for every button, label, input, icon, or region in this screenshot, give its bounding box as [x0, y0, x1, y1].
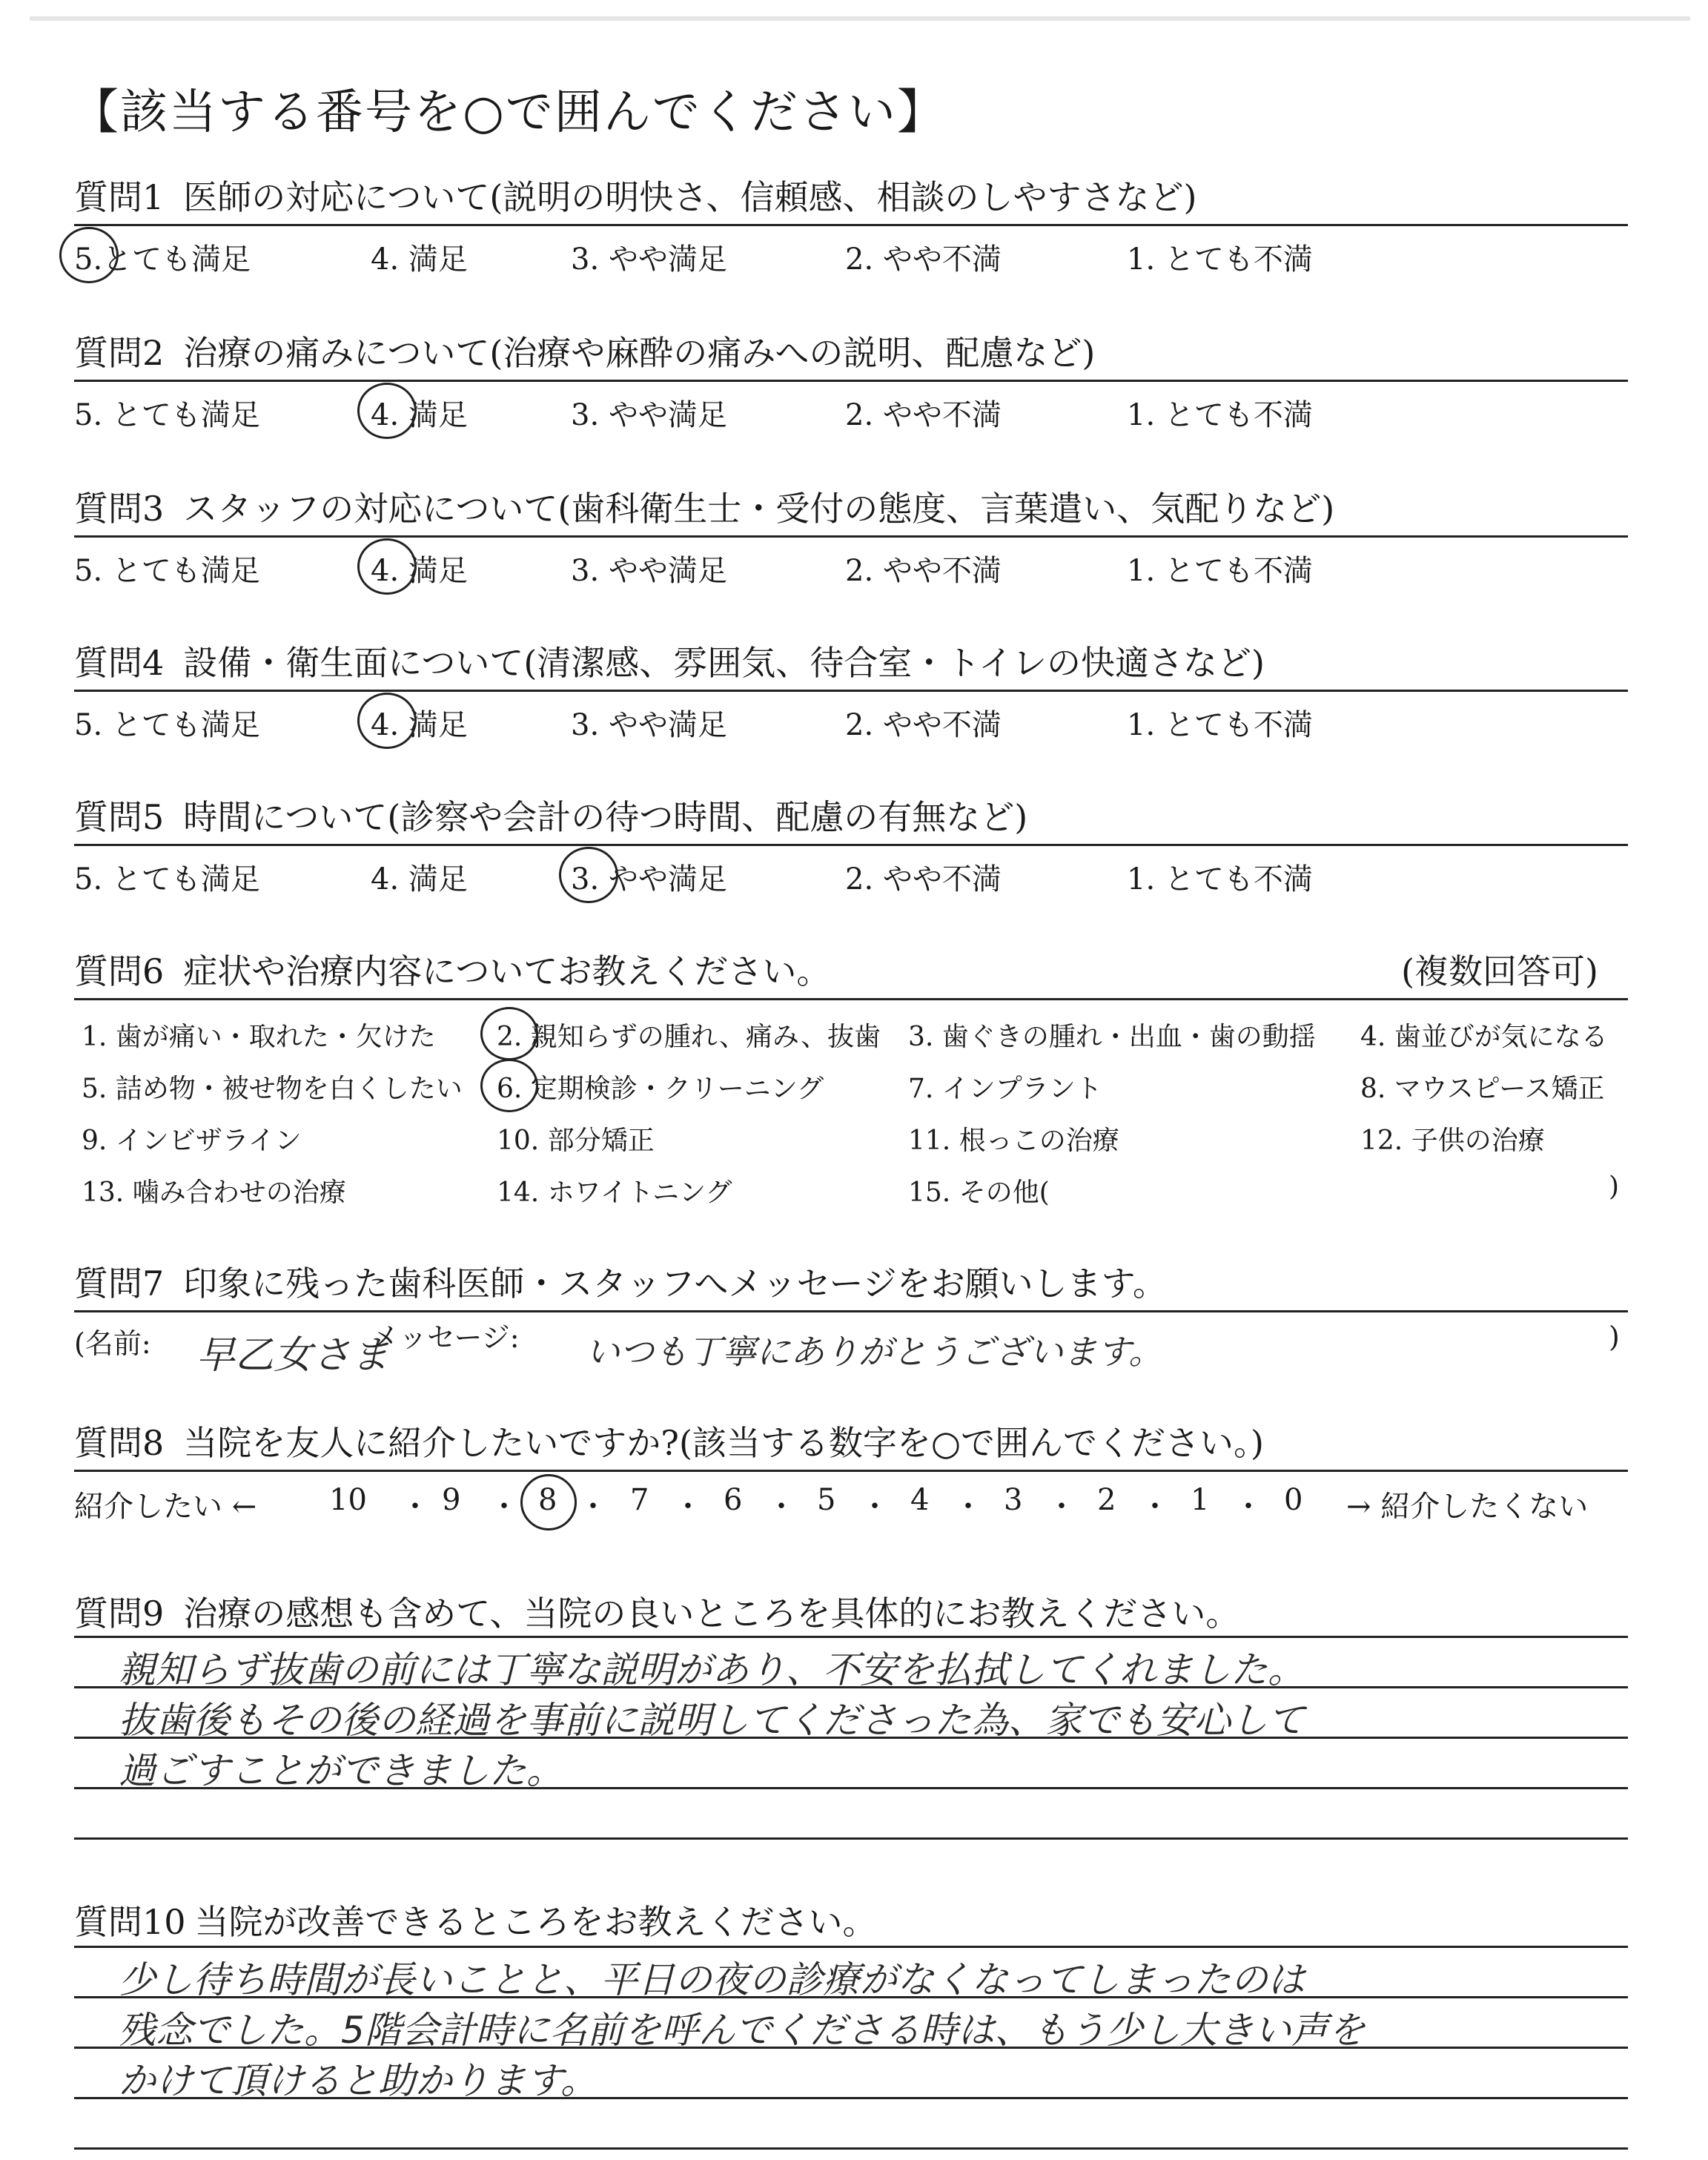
- question-3: [74, 482, 1628, 645]
- scale-dot: ・: [1234, 1490, 1263, 1524]
- scale-1[interactable]: 1: [1191, 1483, 1210, 1517]
- selected-circle: [59, 227, 119, 283]
- option-1[interactable]: 1. とても不満: [1127, 554, 1313, 588]
- symptom-option-10[interactable]: 10. 部分矯正: [497, 1126, 655, 1156]
- scale-7[interactable]: 7: [630, 1483, 649, 1517]
- scale-4[interactable]: 4: [910, 1483, 930, 1517]
- option-5[interactable]: 5. とても満足: [74, 862, 260, 896]
- question-9: [74, 1587, 1628, 1634]
- q10-answer-line-1[interactable]: 少し待ち時間が長いことと、平日の夜の診療がなくなってしまったのは: [119, 1958, 1305, 2001]
- scan-top-edge: [30, 16, 1690, 21]
- name-handwritten[interactable]: 早乙女さま: [196, 1333, 390, 1378]
- question-number: 質問3: [74, 489, 165, 529]
- symptom-option-12[interactable]: 12. 子供の治療: [1360, 1126, 1545, 1156]
- question-6: [74, 945, 1628, 1212]
- option-4[interactable]: 4. 満足: [371, 398, 468, 432]
- option-4[interactable]: 4. 満足: [371, 708, 468, 742]
- symptom-option-9[interactable]: 9. インビザライン: [82, 1126, 302, 1156]
- selected-circle: [480, 1007, 538, 1060]
- question-number: 質問5: [74, 797, 165, 837]
- option-1[interactable]: 1. とても不満: [1127, 398, 1313, 432]
- option-4[interactable]: 4. 満足: [371, 554, 468, 588]
- symptom-option-6[interactable]: 6. 定期検診・クリーニング: [497, 1074, 824, 1104]
- option-1[interactable]: 1. とても不満: [1127, 242, 1313, 277]
- scale-dot: ・: [1047, 1490, 1076, 1524]
- symptom-option-13[interactable]: 13. 噛み合わせの治療: [82, 1178, 346, 1208]
- question-number: 質問4: [74, 643, 165, 683]
- option-5[interactable]: 5. とても満足: [74, 398, 260, 432]
- option-5[interactable]: 5.とても満足: [74, 242, 251, 277]
- option-3[interactable]: 3. やや満足: [571, 242, 727, 277]
- question-number: 質問6: [74, 951, 165, 991]
- selected-circle: [559, 847, 618, 903]
- scale-9[interactable]: 9: [442, 1483, 461, 1517]
- scale-8[interactable]: 8: [538, 1483, 557, 1517]
- divider: [74, 224, 1628, 226]
- divider: [74, 1310, 1628, 1312]
- question-text: 当院を友人に紹介したいですか?(該当する数字を○で囲んでください。): [183, 1423, 1264, 1463]
- selected-circle: [357, 693, 417, 749]
- question-1: [74, 171, 1628, 334]
- symptom-option-4[interactable]: 4. 歯並びが気になる: [1360, 1022, 1608, 1052]
- symptom-option-7[interactable]: 7. インプラント: [908, 1074, 1102, 1104]
- form-header: 【該当する番号を○で囲んでください】: [71, 85, 946, 140]
- symptom-option-14[interactable]: 14. ホワイトニング: [497, 1178, 732, 1208]
- question-10: [74, 1895, 1628, 1940]
- question-number: 質問8: [74, 1423, 165, 1463]
- question-number: 質問10: [74, 1902, 186, 1942]
- scale-dot: ・: [578, 1490, 608, 1524]
- other-close-paren: ): [1609, 1172, 1620, 1202]
- answer-line: [74, 1837, 1628, 1840]
- scale-5[interactable]: 5: [817, 1483, 836, 1517]
- scale-dot: ・: [489, 1490, 519, 1524]
- option-4[interactable]: 4. 満足: [371, 862, 468, 896]
- symptom-option-1[interactable]: 1. 歯が痛い・取れた・欠けた: [82, 1022, 436, 1052]
- message-handwritten[interactable]: いつも丁寧にありがとうございます。: [586, 1332, 1163, 1372]
- option-2[interactable]: 2. やや不満: [845, 242, 1002, 277]
- answer-line: [74, 2147, 1628, 2150]
- symptom-option-15[interactable]: 15. その他(: [908, 1178, 1050, 1208]
- selected-circle: [520, 1474, 577, 1530]
- q9-answer-line-2[interactable]: 抜歯後もその後の経過を事前に説明してくださった為、家でも安心して: [119, 1699, 1305, 1742]
- option-5[interactable]: 5. とても満足: [74, 554, 260, 588]
- option-1[interactable]: 1. とても不満: [1127, 708, 1313, 742]
- question-7-title: [74, 1257, 1167, 1306]
- answer-line: [74, 1636, 1628, 1638]
- scale-dot: ・: [953, 1490, 983, 1524]
- question-number: 質問1: [74, 177, 165, 217]
- divider: [74, 535, 1628, 538]
- scale-dot: ・: [673, 1490, 703, 1524]
- option-2[interactable]: 2. やや不満: [845, 554, 1002, 588]
- answer-line: [74, 1946, 1628, 1948]
- symptom-option-2[interactable]: 2. 親知らずの腫れ、痛み、抜歯: [497, 1022, 881, 1052]
- divider: [74, 844, 1628, 846]
- question-text: 当院が改善できるところをお教えください。: [194, 1902, 877, 1942]
- q9-answer-line-3[interactable]: 過ごすことができました。: [119, 1749, 563, 1792]
- symptom-option-11[interactable]: 11. 根っこの治療: [908, 1126, 1119, 1156]
- scale-0[interactable]: 0: [1284, 1483, 1303, 1517]
- question-text: 時間について(診察や会計の待つ時間、配慮の有無など): [183, 797, 1028, 837]
- q9-answer-line-1[interactable]: 親知らず抜歯の前には丁寧な説明があり、不安を払拭してくれました。: [119, 1648, 1305, 1691]
- selected-circle: [357, 383, 417, 439]
- option-5[interactable]: 5. とても満足: [74, 708, 260, 742]
- question-text: 治療の感想も含めて、当院の良いところを具体的にお教えください。: [183, 1593, 1240, 1634]
- question-1-title: [74, 171, 1196, 219]
- question-4: [74, 636, 1628, 799]
- option-3[interactable]: 3. やや満足: [571, 554, 727, 588]
- option-1[interactable]: 1. とても不満: [1127, 862, 1313, 896]
- scale-dot: ・: [400, 1490, 430, 1524]
- recommend-right-label: → 紹介したくない: [1346, 1490, 1589, 1524]
- question-text: 医師の対応について(説明の明快さ、信頼感、相談のしやすさなど): [183, 177, 1197, 217]
- selected-circle: [357, 538, 417, 595]
- scale-dot: ・: [1140, 1490, 1170, 1524]
- question-3-title: [74, 482, 1334, 531]
- scale-3[interactable]: 3: [1004, 1483, 1023, 1517]
- question-5-title: [74, 790, 1027, 839]
- question-text: 印象に残った歯科医師・スタッフへメッセージをお願いします。: [183, 1264, 1167, 1304]
- question-text: 治療の痛みについて(治療や麻酔の痛みへの説明、配慮など): [183, 333, 1096, 373]
- question-8: [74, 1416, 1628, 1542]
- divider: [74, 690, 1628, 692]
- divider: [74, 1470, 1628, 1472]
- name-label: (名前:: [74, 1327, 151, 1360]
- multiple-answers-note: (複数回答可): [1401, 951, 1598, 991]
- message-label: メッセージ:: [371, 1321, 520, 1354]
- question-10-title: [74, 1895, 877, 1944]
- question-text: 設備・衛生面について(清潔感、雰囲気、待合室・トイレの快適さなど): [183, 643, 1265, 683]
- scale-6[interactable]: 6: [724, 1483, 743, 1517]
- option-2[interactable]: 2. やや不満: [845, 708, 1002, 742]
- symptom-option-8[interactable]: 8. マウスピース矯正: [1360, 1074, 1605, 1104]
- scale-10[interactable]: 10: [329, 1483, 367, 1517]
- scale-2[interactable]: 2: [1097, 1483, 1116, 1517]
- q10-answer-line-2[interactable]: 残念でした。5階会計時に名前を呼んでくださる時は、もう少し大きい声を: [119, 2009, 1366, 2052]
- q10-answer-line-3[interactable]: かけて頂けると助かります。: [119, 2059, 598, 2102]
- question-5: [74, 790, 1628, 954]
- question-text: スタッフの対応について(歯科衛生士・受付の態度、言葉遣い、気配りなど): [183, 489, 1335, 529]
- question-number: 質問9: [74, 1593, 165, 1634]
- option-3[interactable]: 3. やや満足: [571, 862, 727, 896]
- scale-dot: ・: [767, 1490, 796, 1524]
- question-text: 症状や治療内容についてお教えください。: [183, 951, 831, 991]
- question-number: 質問2: [74, 333, 165, 373]
- option-3[interactable]: 3. やや満足: [571, 398, 727, 432]
- option-3[interactable]: 3. やや満足: [571, 708, 727, 742]
- question-2-title: [74, 326, 1095, 375]
- recommend-left-label: 紹介したい ←: [74, 1490, 257, 1524]
- selected-circle: [480, 1059, 538, 1112]
- question-8-title: [74, 1416, 1264, 1465]
- option-4[interactable]: 4. 満足: [371, 242, 468, 277]
- option-2[interactable]: 2. やや不満: [845, 862, 1002, 896]
- symptom-option-5[interactable]: 5. 詰め物・被せ物を白くしたい: [82, 1074, 463, 1104]
- option-2[interactable]: 2. やや不満: [845, 398, 1002, 432]
- divider: [74, 998, 1628, 1000]
- question-number: 質問7: [74, 1264, 165, 1304]
- question-4-title: [74, 636, 1265, 685]
- symptom-option-3[interactable]: 3. 歯ぐきの腫れ・出血・歯の動揺: [908, 1022, 1316, 1052]
- question-6-title: [74, 945, 830, 994]
- message-close-paren: ): [1609, 1321, 1620, 1353]
- question-2: [74, 326, 1628, 489]
- question-7: [74, 1257, 1628, 1378]
- divider: [74, 380, 1628, 382]
- scale-dot: ・: [860, 1490, 890, 1524]
- question-9-title: [74, 1587, 1239, 1636]
